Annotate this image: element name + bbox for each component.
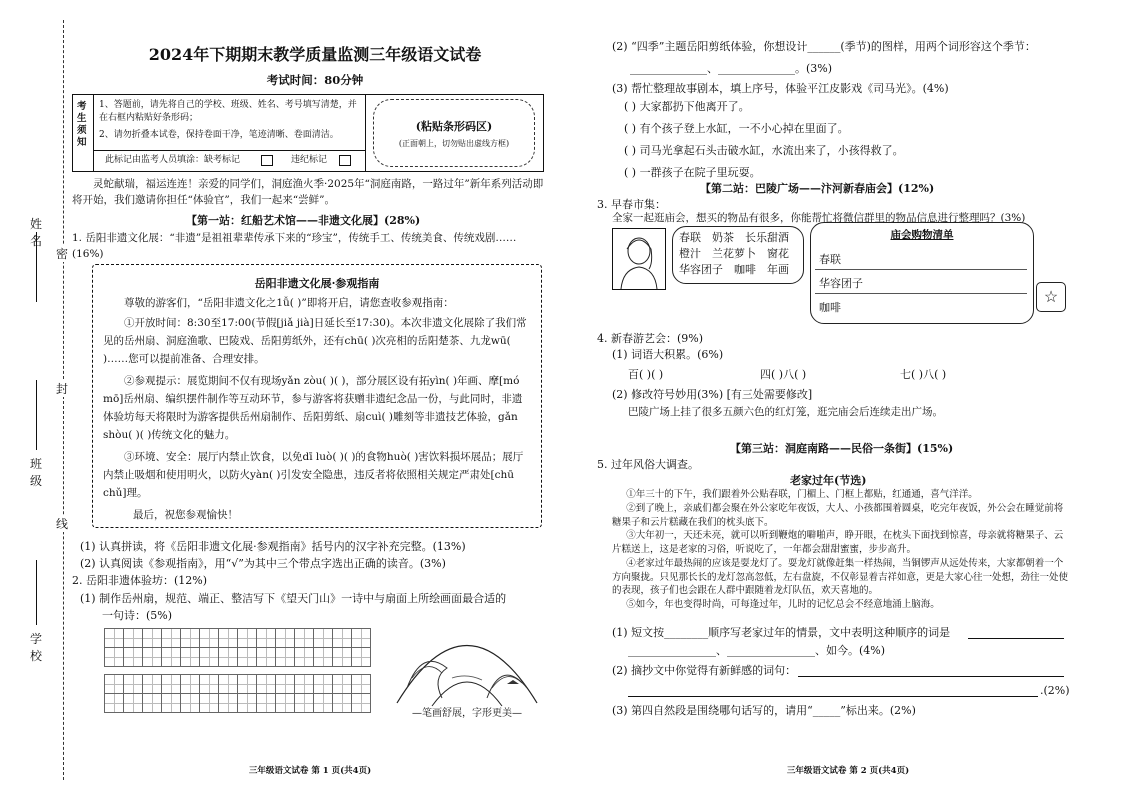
item-chengzhi: 橙汁 (679, 247, 701, 260)
binding-dash-line (63, 20, 64, 780)
idiom-3[interactable]: 七( )八( ) (900, 368, 947, 381)
guide-title: 岳阳非遗文化展·参观指南 (254, 277, 380, 290)
absence-mark-label: 此标记由监考人员填涂：缺考标记 (105, 155, 241, 165)
q1-sub2: (2) 认真阅读《参观指南》，用“√”为其中三个带点字选出正确的读音。(3%) (80, 557, 446, 570)
page2-footer: 三年级语文试卷 第 2 页(共4页) (786, 766, 910, 776)
q4-2-title: (2) 修改符号妙用(3%) [有三处需要修改] (612, 388, 813, 401)
q2-1-line-a: (1) 制作岳州扇，规范、端正、整洁写下《望天门山》一诗中与扇面上所绘画面最合适的 (80, 592, 507, 605)
notice-box (72, 94, 544, 172)
q2-1-line-b: 一句诗：(5%) (102, 609, 173, 622)
notice-line-2: 2、请勿折叠本试卷，保持卷面干净，笔迹清晰、卷面清洁。 (99, 130, 339, 140)
exam-time: 考试时间：80分钟 (266, 73, 364, 87)
essay-para-4: ④老家过年最热闹的应该是耍龙灯了。耍龙灯就像赶集一样热闹，当铜锣声从远处传来，大家都朝着一个方向聚拢。只见那长长的龙灯忽高忽低，左右盘旋，不仅彰显着吉祥如意，更是大家心往一处想，劲往一处使的表现，孩子们也会跟在人群中跟随着龙灯队伍，欢天喜地的。 (612, 557, 1069, 597)
q4-2-text: 巴陵广场上挂了很多五颜六色的红灯笼，逛完庙会后连续走出广场。 (628, 406, 943, 418)
station2-title: 【第二站：巴陵广场——汴河新春庙会】(12%) (700, 182, 935, 195)
shopping-list-item: 春联 (819, 253, 841, 266)
item-nianhua: 年画 (767, 263, 789, 276)
story-item[interactable]: ( ) 大家都扔下他离开了。 (624, 100, 750, 113)
essay-para-1: ①年三十的下午，我们跟着外公贴春联，门楣上、门框上都贴，红通通，喜气洋洋。 (626, 489, 978, 500)
q5-1-answer-line[interactable] (968, 638, 1064, 639)
q2-2-line-b: ______________、______________。(3%) (630, 62, 833, 75)
essay-para-5: ⑤如今，年也变得时尚，可每逢过年，儿时的记忆总会不经意地涌上脑海。 (626, 599, 940, 611)
shopping-list-item: 华容团子 (819, 277, 863, 290)
essay-para-2: ②到了晚上，亲戚们都会聚在外公家吃年夜饭，大人、小孩都围着圆桌，吃完年夜饭，外公会在睡觉前将糖果子和云片糕藏在我们的枕头底下。 (612, 502, 1064, 528)
name-blank[interactable] (36, 232, 38, 302)
star-badge-icon: ☆ (1036, 282, 1066, 312)
absence-checkbox[interactable] (261, 155, 273, 166)
q5-1-line-a: (1) 短文按________顺序写老家过年的情景，文中表明这种顺序的词是 (612, 626, 951, 639)
barcode-area[interactable] (373, 99, 535, 167)
item-chunlian: 春联 (679, 231, 701, 244)
writing-grid-1[interactable] (104, 628, 370, 667)
intro-text: 灵蛇献瑞，福运连连！亲爱的同学们，洞庭渔火季·2025年“洞庭南路，一路过年”新年系列活动即将开始，我们邀请你担任“体验官”，我们一起来“尝鲜”。 (72, 178, 544, 207)
guide-para-3: ②参观提示：展览期间不仅有现场yǎn zòu( )( )，部分展区设有拓yìn( )年画、摩[mó mō]岳州扇、编织摆件制作等互动环节，参与游客将获赠非遗纪念品一份，与此同时，非遗体验坊每天将限时为游客提供岳州扇制作、岳阳剪纸、扇cuì( )雕刻等非遗技艺体验，gǎn shòu( )( )传统文化的魅力。 (103, 375, 523, 441)
page1-footer: 三年级语文试卷 第 1 页(共4页) (248, 766, 372, 776)
q5-1-line-b: ________________、________________、如今。(4%) (628, 644, 886, 657)
guide-para-1: 尊敬的游客们，“岳阳非遗文化之1ǚ( )”即将开启，请您查收参观指南： (124, 297, 454, 309)
idiom-2[interactable]: 四( )八( ) (760, 368, 807, 381)
barcode-note: (正面朝上，切勿贴出虚线方框) (398, 139, 510, 148)
story-list (624, 100, 904, 188)
q3-title: 3. 早春市集： (597, 198, 666, 211)
q2-3-title: (3) 帮忙整理故事剧本，填上序号，体验平江皮影戏《司马光》。(4%) (612, 82, 949, 95)
q5-2-answer-line-2[interactable] (628, 696, 1038, 697)
story-item[interactable]: ( ) 司马光拿起石头击破水缸，水流出来了，小孩得救了。 (624, 144, 904, 157)
avatar (612, 228, 666, 290)
guide-end: 最后，祝您参观愉快！ (133, 509, 238, 521)
item-chuanghua: 窗花 (767, 247, 789, 260)
q1-text: 1. 岳阳非遗文化展：“非遗”是祖祖辈辈传承下来的“珍宝”，传统手工、传统美食、传统戏剧……(16%) (72, 232, 517, 261)
notice-line-1: 1、答题前，请先将自己的学校、班级、姓名、考号填写清楚，并在右框内粘贴好条形码； (99, 100, 357, 124)
essay-para-3: ③大年初一，天还未亮，就可以听到鞭炮的噼啪声，睁开眼，在枕头下面找到惊喜，母亲就将糖果子、云片糕送上，这是老家的习俗，听说吃了，一年都会甜甜蜜蜜，步步高升。 (612, 530, 1064, 556)
station1-title: 【第一站：红船艺术馆——非遗文化展】(28%) (186, 214, 421, 227)
q5-2-score: .(2%) (1040, 684, 1070, 697)
q1-sub1: (1) 认真拼读，将《岳阳非遗文化展·参观指南》括号内的汉字补充完整。(13%) (80, 540, 466, 553)
q2-2-line-a: (2) “四季”主题岳阳剪纸体验，你想设计______(季节)的图样，用两个词形容这个季节： (612, 40, 1036, 53)
name-label: 姓名 (30, 217, 43, 248)
guide-para-4: ③环境、安全：展厅内禁止饮食，以免dī luò( )( )的食物huò( )害饮料损坏展品；展厅内禁止吸烟和使用明火，以防火yàn( )引发安全隐患，违反者将依照相关规定严肃处[chū chǔ]理。 (103, 451, 524, 499)
essay-body (612, 488, 1068, 612)
item-luobo: 兰花萝卜 (712, 247, 756, 260)
shopping-list-item: 咖啡 (819, 301, 841, 314)
shopping-list-box (810, 222, 1034, 324)
station3-title: 【第三站：洞庭南路——民俗一条街】(15%) (730, 442, 954, 455)
essay-title: 老家过年(节选) (790, 474, 867, 487)
fan-illustration (392, 618, 542, 710)
story-item[interactable]: ( ) 一群孩子在院子里玩耍。 (624, 166, 761, 179)
school-label: 学校 (30, 632, 43, 663)
story-item[interactable]: ( ) 有个孩子登上水缸，一不小心掉在里面了。 (624, 122, 849, 135)
fan-caption: —笔画舒展，字形更美— (412, 708, 522, 719)
notice-label: 考生须知 (77, 101, 87, 148)
class-blank[interactable] (36, 380, 38, 450)
seal-mark-3: 线 (56, 517, 69, 531)
idiom-1[interactable]: 百( )( ) (628, 368, 664, 381)
q5-3-title: (3) 第四自然段是围绕哪句话写的，请用“_____”标出来。(2%) (612, 704, 916, 717)
q5-title: 5. 过年风俗大调查。 (597, 458, 699, 471)
q2-title: 2. 岳阳非遗体验坊：(12%) (72, 574, 208, 587)
violation-checkbox[interactable] (339, 155, 351, 166)
item-naicha: 奶茶 (712, 231, 734, 244)
shopping-list-title: 庙会购物清单 (890, 229, 954, 241)
item-kafei: 咖啡 (734, 263, 756, 276)
seal-mark-1: 密 (56, 247, 69, 261)
q5-2-answer-line-1[interactable] (798, 676, 1064, 677)
item-tuanzi: 华容团子 (679, 263, 723, 276)
chat-bubble (672, 226, 804, 284)
school-blank[interactable] (36, 560, 38, 625)
barcode-title: (粘贴条形码区) (415, 120, 493, 133)
violation-mark-label: 违纪标记 (291, 155, 328, 165)
q3-desc: 全家一起逛庙会，想买的物品有很多，你能帮忙将微信群里的物品信息进行整理吗？(3%) (612, 212, 1026, 224)
guide-para-2: ①开放时间：8:30至17:00(节假[jiǎ jià]日延长至17:30)。本次非遗文化展除了我们常见的岳州扇、洞庭渔歌、巴陵戏、岳阳剪纸外，还有chū( )次亮相的岳阳楚茶、九龙wū( )……您可以提前准备、合理安排。 (103, 317, 527, 365)
q5-2-title: (2) 摘抄文中你觉得有新鲜感的词句： (612, 664, 797, 677)
class-label: 班级 (30, 457, 43, 488)
guide-box (92, 264, 542, 528)
q4-title: 4. 新春游艺会：(9%) (597, 332, 704, 345)
q4-1-title: (1) 词语大积累。(6%) (612, 348, 724, 361)
seal-mark-2: 封 (56, 382, 69, 396)
item-tianjiu: 长乐甜酒 (745, 231, 789, 244)
writing-grid-2[interactable] (104, 674, 370, 713)
exam-title: 2024年下期期末教学质量监测三年级语文试卷 (148, 45, 482, 64)
